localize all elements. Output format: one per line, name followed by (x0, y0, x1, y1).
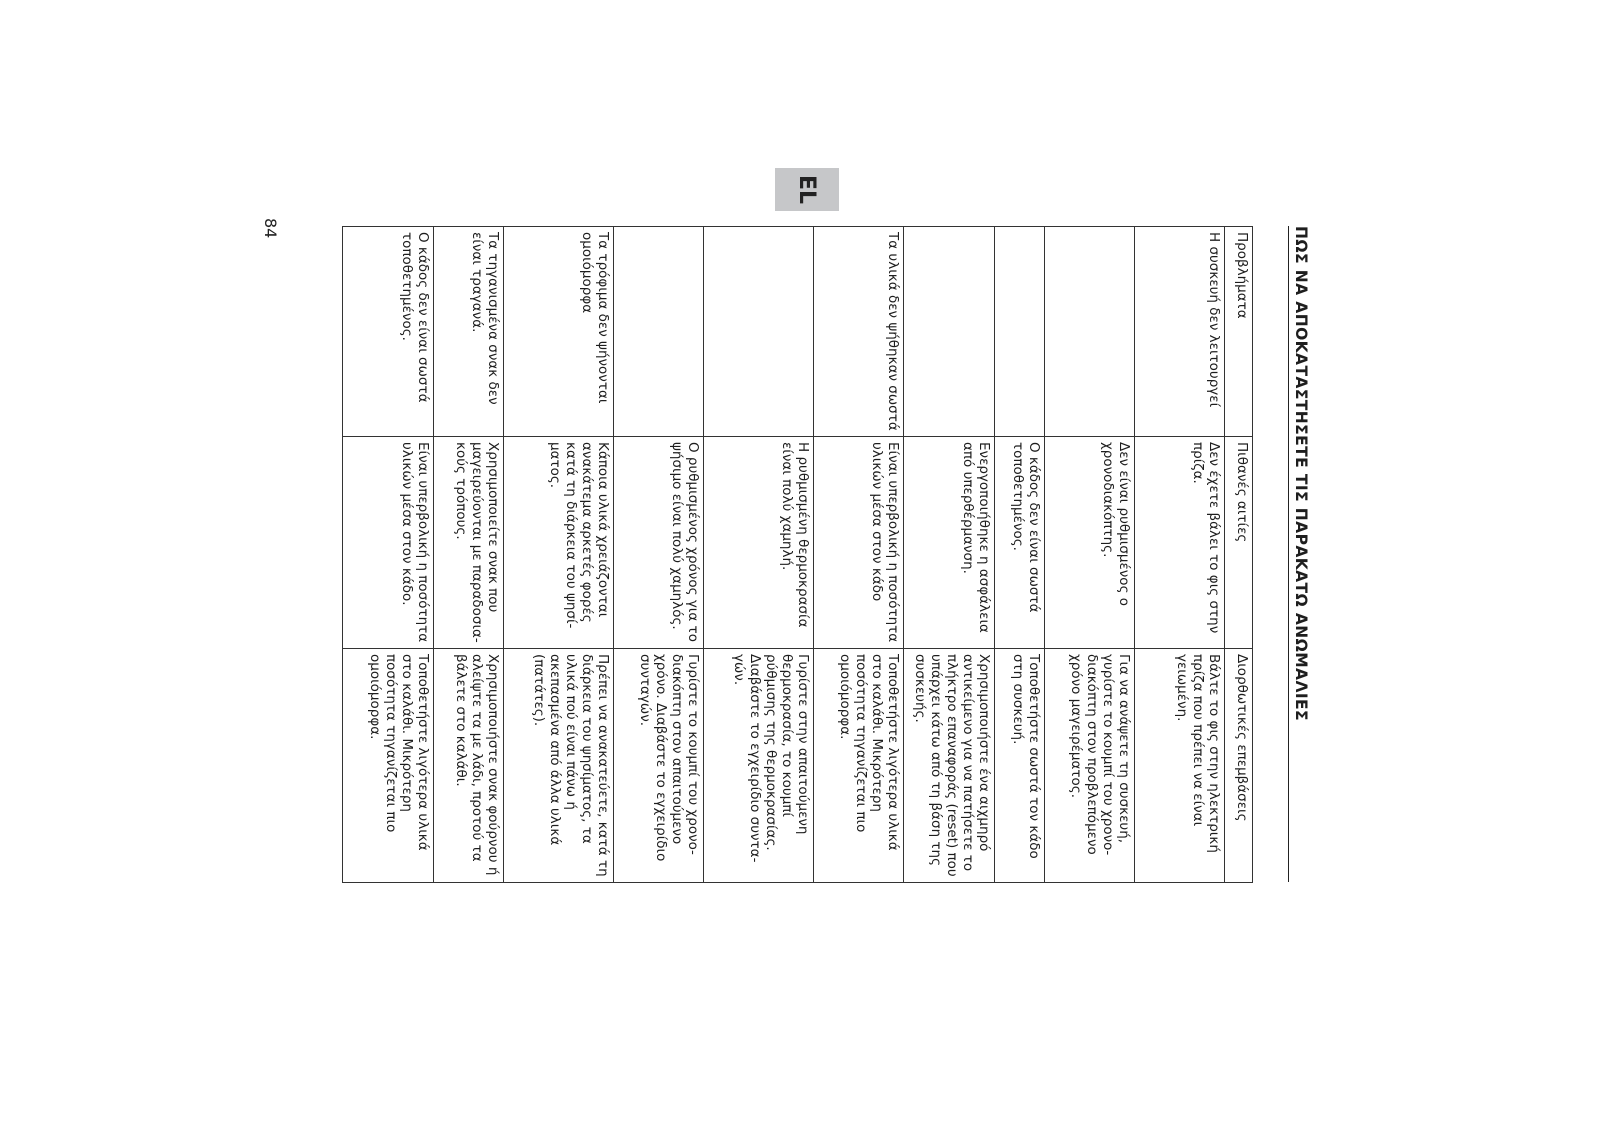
problem-cell (614, 227, 704, 437)
table-row (995, 227, 1045, 883)
problem-cell: Τα υλικά δεν ψήθηκαν σωστά (814, 227, 904, 437)
language-badge (775, 168, 839, 211)
problem-cell: Ο κάδος δεν είναι σωστά τοποθετημένος. (343, 227, 434, 437)
problem-cell (1045, 227, 1135, 437)
cause-cell: Η ρυθμισμένη θερμοκρασία είναι πολύ χαμηλή. (704, 437, 814, 649)
problem-cell (704, 227, 814, 437)
table-row (343, 227, 434, 883)
solution-cell: Τοποθετήστε λιγότερα υλικά στο καλάθι. Μικρότερη ποσότητα τηγανίζεται πιο ομοιόμορφα. (343, 649, 434, 883)
table-row (814, 227, 904, 883)
problem-cell (904, 227, 995, 437)
table-row (1045, 227, 1135, 883)
header-problems: Προβλήματα (1225, 227, 1253, 437)
problem-cell: Η συσκευή δεν λειτουργεί (1135, 227, 1225, 437)
problem-cell (995, 227, 1045, 437)
table-row (904, 227, 995, 883)
solution-cell: Γυρίστε στην απαιτούμενη θερμοκρασία, το κουμπί ρύθμισης της θερμοκρασίας. Διαβάστε το εγχειρίδιο συντα-γών. (704, 649, 814, 883)
page-number: 84 (261, 218, 280, 239)
language-badge-label: EL (794, 174, 820, 205)
table-row (704, 227, 814, 883)
solution-cell: Χρησιμοποιήστε σνακ φούρνου ή αλείψτε τα με λάδι, προτού τα βάλετε στο καλάθι. (434, 649, 504, 883)
cause-cell: Ενεργοποιήθηκε η ασφάλεια από υπερθέρμανση. (904, 437, 995, 649)
table-row (504, 227, 614, 883)
solution-cell: Για να ανάψετε τη συσκευή, γυρίστε το κουμπί του χρονο-διακόπτη στον προβλεπόμενο χρόνο μαγειρέματος. (1045, 649, 1135, 883)
problem-cell: Τα τηγανισμένα σνακ δεν είναι τραγανά. (434, 227, 504, 437)
cause-cell: Δεν είναι ρυθμισμένος ο χρονοδιακόπτης. (1045, 437, 1135, 649)
page-title: ΠΩΣ ΝΑ ΑΠΟΚΑΤΑΣΤΗΣΕΤΕ ΤΙΣ ΠΑΡΑΚΑΤΩ ΑΝΩΜΑΛΙΕΣ (1288, 226, 1310, 882)
solution-cell: Τοποθετήστε σωστά τον κάδο στη συσκευή. (995, 649, 1045, 883)
table-header-row (1225, 227, 1253, 883)
solution-cell: Χρησιμοποιήστε ένα αιχμηρό αντικείμενο για να πατήσετε το πλήκτρο επαναφοράς (reset) που υπάρχει κάτω από τη βάση της συσκευής. (904, 649, 995, 883)
table-row (434, 227, 504, 883)
table-row (1135, 227, 1225, 883)
header-causes: Πιθανές αιτίες (1225, 437, 1253, 649)
cause-cell: Δεν έχετε βάλει το φις στην πρίζα. (1135, 437, 1225, 649)
cause-cell: Χρησιμοποιείτε σνακ που μαγειρεύονται με παραδοσια-κούς τρόπους. (434, 437, 504, 649)
cause-cell: Είναι υπερβολική η ποσότητα υλικών μέσα στον κάδο. (343, 437, 434, 649)
cause-cell: Ο ρυθμισμένος χρόνος για το ψήσιμο είναι πολύ χαμηλός. (614, 437, 704, 649)
troubleshooting-table (342, 226, 1253, 883)
solution-cell: Τοποθετήστε λιγότερα υλικά στο καλάθι. Μικρότερη ποσότητα τηγανίζεται πιο ομοιόμορφα. (814, 649, 904, 883)
solution-cell: Βάλτε το φις στην ηλεκτρική πρίζα που πρέπει να είναι γειωμένη. (1135, 649, 1225, 883)
header-solutions: Διορθωτικές επεμβάσεις (1225, 649, 1253, 883)
solution-cell: Γυρίστε το κουμπί του χρονο-διακόπτη στον απαιτούμενο χρόνο. Διαβάστε το εγχειρίδιο συνταγών. (614, 649, 704, 883)
cause-cell: Είναι υπερβολική η ποσότητα υλικών μέσα στον κάδο (814, 437, 904, 649)
problem-cell: Τα τρόφιμα δεν ψήνονται ομοιόμορφα (504, 227, 614, 437)
table-row (614, 227, 704, 883)
cause-cell: Κάποια υλικά χρειάζονται ανακάτεμα αρκετές φορές κατά τη διάρκεια του ψησί-ματος. (504, 437, 614, 649)
solution-cell: Πρέπει να ανακατεύετε, κατά τη διάρκεια του ψησίματος, τα υλικά πού είναι πάνω ή ακεπασμένα από άλλα υλικά (πατάτες). (504, 649, 614, 883)
cause-cell: Ο κάδος δεν είναι σωστά τοποθετημένος. (995, 437, 1045, 649)
